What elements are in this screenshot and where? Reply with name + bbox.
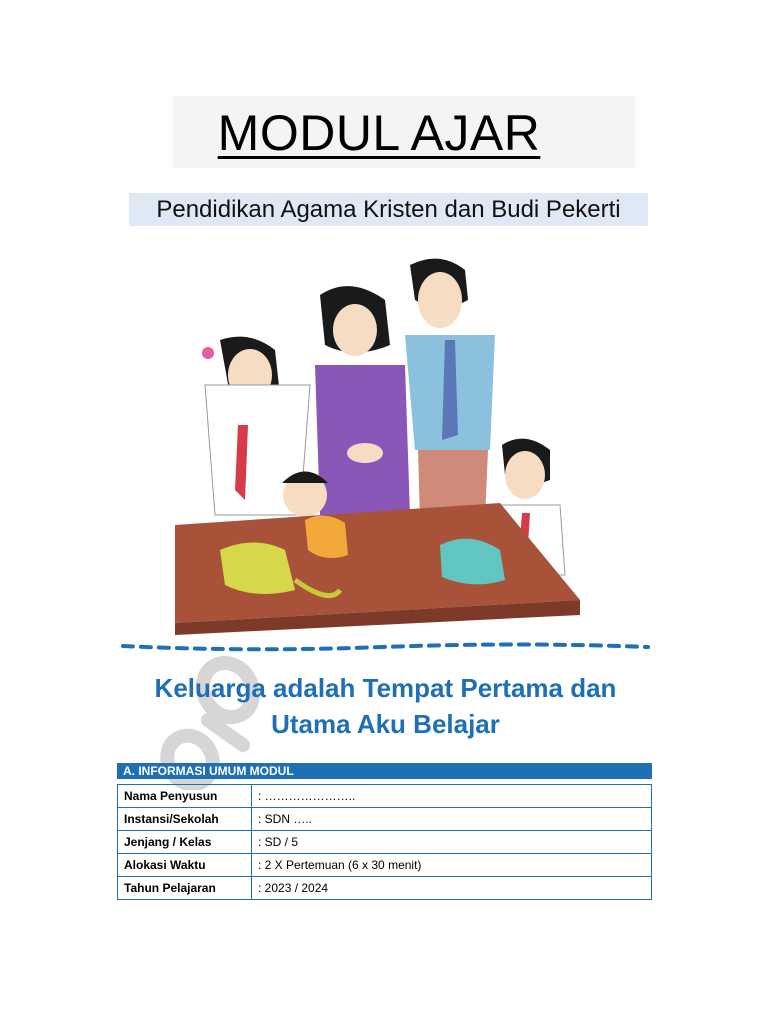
table-row: [118, 785, 652, 808]
row-label: Tahun Pelajaran: [118, 877, 252, 900]
row-value: : …………………..: [252, 785, 652, 808]
row-label: Nama Penyusun: [118, 785, 252, 808]
row-value: : SDN …..: [252, 808, 652, 831]
row-value: : 2 X Pertemuan (6 x 30 menit): [252, 854, 652, 877]
section-header: A. INFORMASI UMUM MODUL: [117, 763, 652, 779]
table-row: [118, 877, 652, 900]
page-title: MODUL AJAR: [217, 105, 541, 161]
row-label: Instansi/Sekolah: [118, 808, 252, 831]
mother-figure: [315, 286, 410, 515]
theme-heading: Keluarga adalah Tempat Pertama dan Utama Aku Belajar: [154, 673, 617, 739]
row-label: Alokasi Waktu: [118, 854, 252, 877]
table-row: [118, 808, 652, 831]
row-label: Jenjang / Kelas: [118, 831, 252, 854]
module-info-table: [117, 784, 652, 900]
row-value: : 2023 / 2024: [252, 877, 652, 900]
table-row: [118, 831, 652, 854]
row-value: : SD / 5: [252, 831, 652, 854]
subject-title: Pendidikan Agama Kristen dan Budi Pekerti: [129, 193, 648, 226]
father-figure: [405, 259, 495, 520]
table-row: [118, 854, 652, 877]
family-praying-illustration: [160, 245, 590, 635]
